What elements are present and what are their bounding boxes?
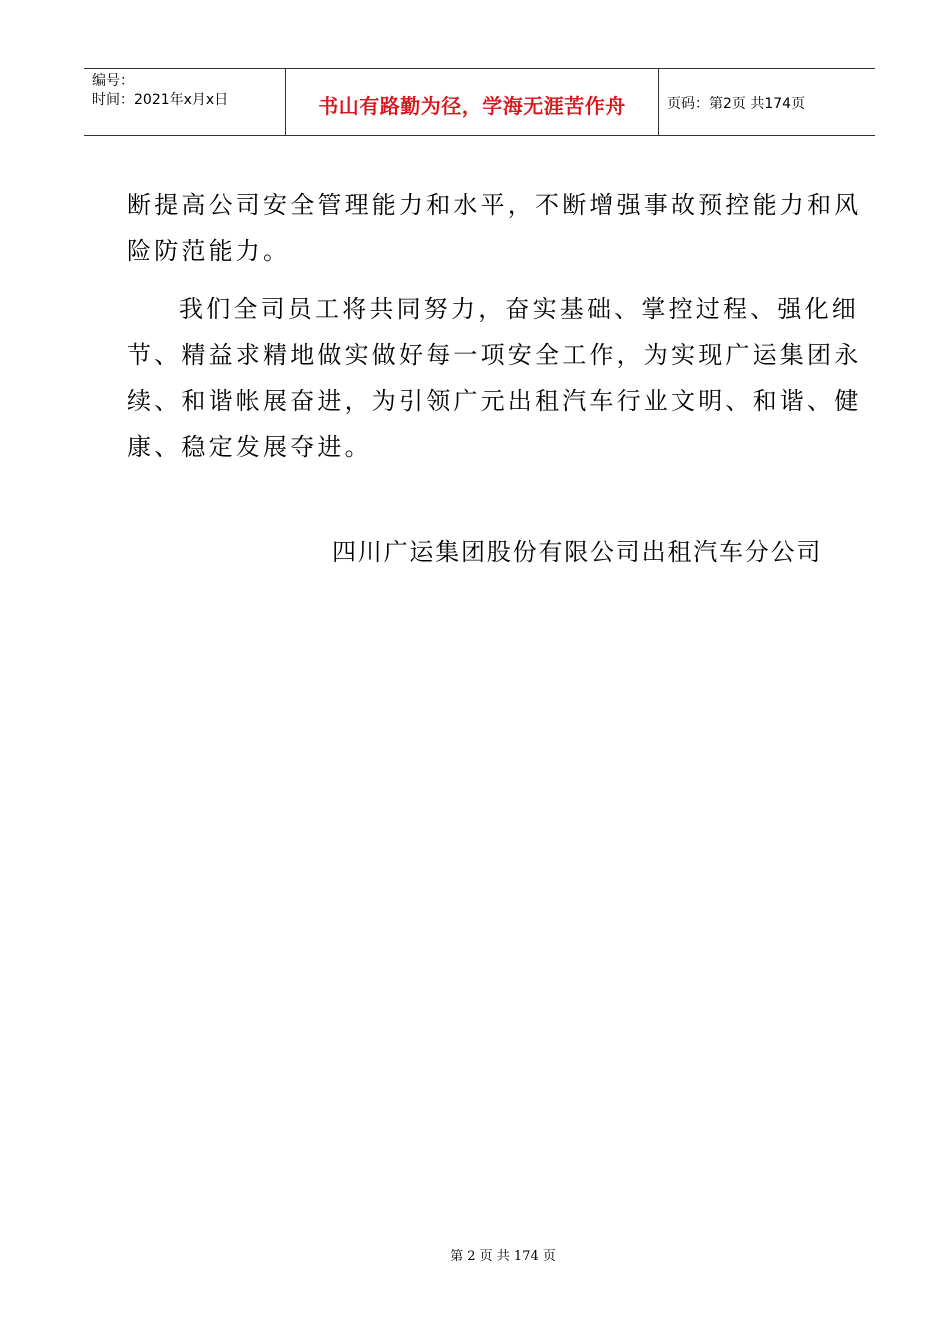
body-line: 节、精益求精地做实做好每一项安全工作，为实现广运集团永	[127, 341, 862, 369]
document-header	[84, 68, 875, 136]
header-page-cell	[659, 69, 875, 135]
document-body	[127, 182, 862, 470]
header-date-label: 时间：2021年x月x日	[92, 92, 229, 108]
body-line: 险防范能力。	[127, 237, 291, 265]
header-meta-cell	[84, 69, 286, 135]
company-signature: 四川广运集团股份有限公司出租汽车分公司	[332, 538, 823, 566]
page-footer	[0, 1245, 950, 1264]
footer-page-number: 第 2 页 共 174 页	[450, 1249, 556, 1264]
body-line: 我们全司员工将共同努力，奋实基础、掌控过程、强化细	[179, 295, 859, 323]
body-line: 康、稳定发展夺进。	[127, 433, 372, 461]
header-page-info: 页码：第2页 共174页	[667, 96, 806, 112]
header-motto: 书山有路勤为径，学海无涯苦作舟	[318, 93, 626, 118]
header-number-label: 编号：	[92, 73, 134, 89]
header-motto-cell	[286, 69, 659, 135]
body-line: 续、和谐帐展奋进，为引领广元出租汽车行业文明、和谐、健	[127, 387, 862, 415]
body-line: 断提高公司安全管理能力和水平，不断增强事故预控能力和风	[127, 191, 862, 219]
